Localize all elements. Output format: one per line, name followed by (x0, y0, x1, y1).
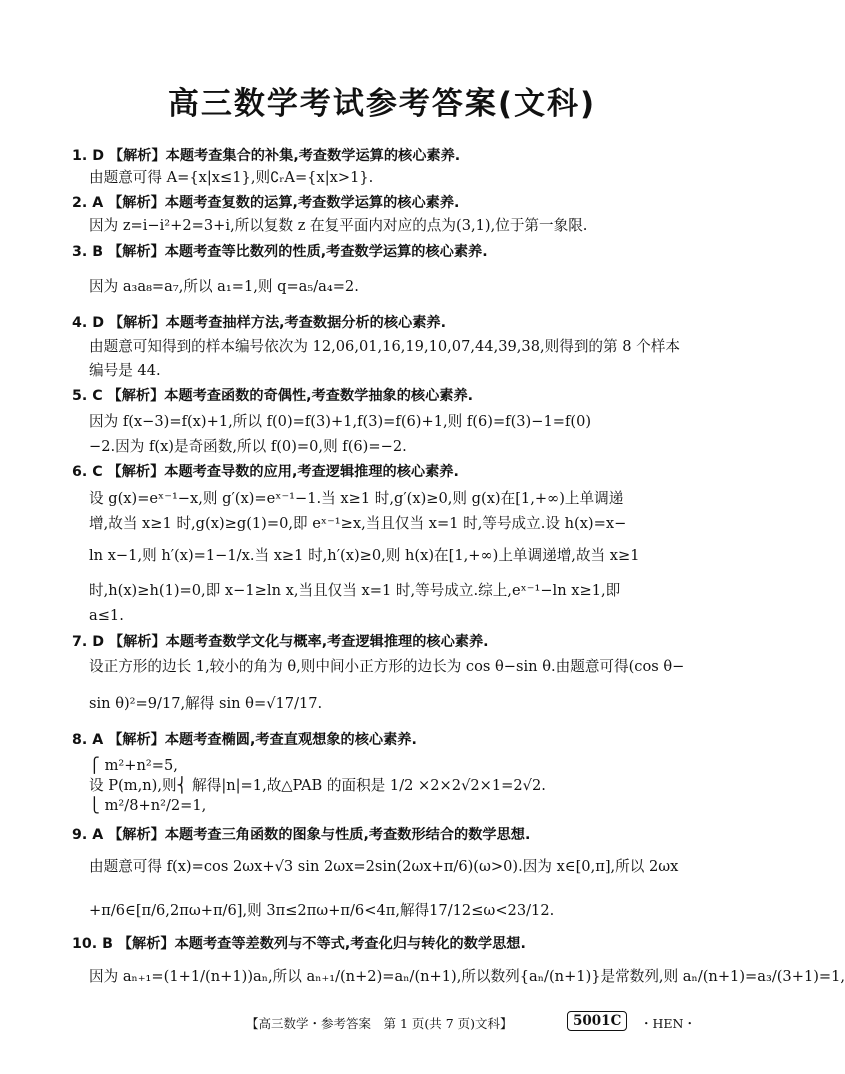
question-heading: 5. C 【解析】本题考查函数的奇偶性,考查数学抽象的核心素养. (72, 388, 474, 404)
solution-line: 设 g(x)=eˣ⁻¹−x,则 g′(x)=eˣ⁻¹−1.当 x≥1 时,g′(x)≥0,则 g(x)在[1,+∞)上单调递 (89, 490, 624, 507)
solution-line: 设 P(m,n),则⎨ 解得|n|=1,故△PAB 的面积是 1/2 ×2×2√2×1=2√2. (89, 777, 546, 794)
question-heading: 9. A 【解析】本题考查三角函数的图象与性质,考查数形结合的数学思想. (72, 827, 531, 843)
footer-text: 【高三数学・参考答案 第 1 页(共 7 页)文科】 (246, 1016, 513, 1031)
region-code: ・HEN・ (640, 1016, 696, 1031)
solution-line: a≤1. (89, 607, 124, 624)
solution-line: 因为 a₃a₈=a₇,所以 a₁=1,则 q=a₅/a₄=2. (89, 278, 359, 295)
solution-line: 由题意可得 A={x|x≤1},则∁ᵣA={x|x>1}. (89, 169, 374, 186)
solution-line: 因为 f(x−3)=f(x)+1,所以 f(0)=f(3)+1,f(3)=f(6)+1,则 f(6)=f(3)−1=f(0) (89, 413, 592, 430)
solution-line: 由题意可得 f(x)=cos 2ωx+√3 sin 2ωx=2sin(2ωx+π/6)(ω>0).因为 x∈[0,π],所以 2ωx (89, 858, 679, 875)
question-heading: 10. B 【解析】本题考查等差数列与不等式,考查化归与转化的数学思想. (72, 936, 526, 952)
solution-line: 由题意可知得到的样本编号依次为 12,06,01,16,19,10,07,44,39,38,则得到的第 8 个样本 (89, 338, 680, 355)
solution-line: 因为 aₙ₊₁=(1+1/(n+1))aₙ,所以 aₙ₊₁/(n+2)=aₙ/(n+1),所以数列{aₙ/(n+1)}是常数列,则 aₙ/(n+1)=a₃/(3+1)=1, (89, 968, 845, 985)
solution-line: 增,故当 x≥1 时,g(x)≥g(1)=0,即 eˣ⁻¹≥x,当且仅当 x=1 时,等号成立.设 h(x)=x− (89, 515, 627, 532)
question-heading: 7. D 【解析】本题考查数学文化与概率,考查逻辑推理的核心素养. (72, 634, 489, 650)
question-heading: 2. A 【解析】本题考查复数的运算,考查数学运算的核心素养. (72, 195, 460, 211)
question-heading: 3. B 【解析】本题考查等比数列的性质,考查数学运算的核心素养. (72, 244, 488, 260)
page-footer (0, 1011, 764, 1033)
solution-line: ln x−1,则 h′(x)=1−1/x.当 x≥1 时,h′(x)≥0,则 h(x)在[1,+∞)上单调递增,故当 x≥1 (89, 547, 640, 564)
solution-line: 因为 z=i−i²+2=3+i,所以复数 z 在复平面内对应的点为(3,1),位于第一象限. (89, 217, 588, 234)
question-heading: 6. C 【解析】本题考查导数的应用,考查逻辑推理的核心素养. (72, 464, 459, 480)
solution-line: +π/6∈[π/6,2πω+π/6],则 3π≤2πω+π/6<4π,解得17/12≤ω<23/12. (89, 902, 555, 919)
solution-line: sin θ)²=9/17,解得 sin θ=√17/17. (89, 695, 323, 712)
solution-line: 时,h(x)≥h(1)=0,即 x−1≥ln x,当且仅当 x=1 时,等号成立.综上,eˣ⁻¹−ln x≥1,即 (89, 582, 621, 599)
solution-line: 设正方形的边长 1,较小的角为 θ,则中间小正方形的边长为 cos θ−sin θ.由题意可得(cos θ− (89, 658, 685, 675)
paper-code-badge: 5001C (567, 1011, 627, 1031)
question-heading: 8. A 【解析】本题考查椭圆,考查直观想象的核心素养. (72, 732, 417, 748)
page-title: 高三数学考试参考答案(文科) (167, 86, 597, 122)
question-heading: 1. D 【解析】本题考查集合的补集,考查数学运算的核心素养. (72, 148, 461, 164)
question-heading: 4. D 【解析】本题考查抽样方法,考查数据分析的核心素养. (72, 315, 447, 331)
solution-line: ⎩ m²/8+n²/2=1, (89, 797, 207, 814)
solution-line: 编号是 44. (89, 362, 161, 379)
solution-line: ⎧ m²+n²=5, (89, 757, 178, 774)
solution-line: −2.因为 f(x)是奇函数,所以 f(0)=0,则 f(6)=−2. (89, 438, 407, 455)
